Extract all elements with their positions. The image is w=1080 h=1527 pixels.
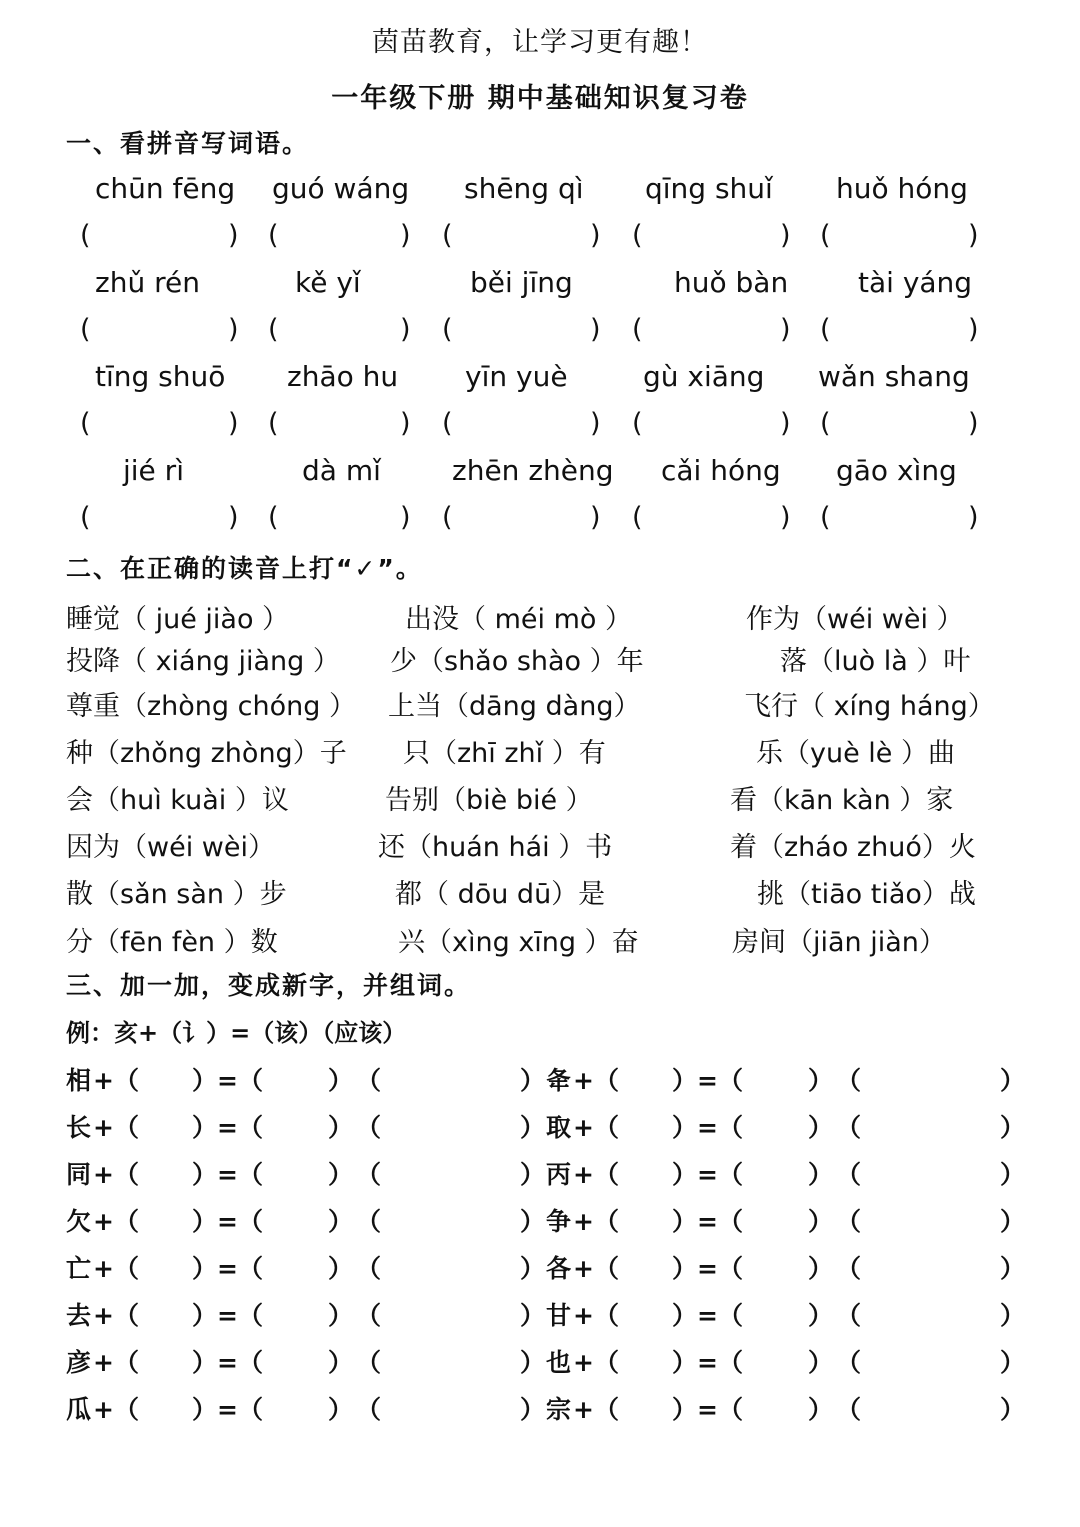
paren-close: ） <box>808 1301 834 1330</box>
pinyin-word: huǒ bàn <box>674 266 789 299</box>
answer-open-paren[interactable]: ( <box>268 408 279 439</box>
equals-open: ）=（ <box>192 1207 263 1236</box>
answer-open-paren[interactable]: ( <box>820 502 831 533</box>
answer-close-paren: ) <box>780 502 791 533</box>
paren-open: （ <box>356 1066 382 1095</box>
paren-close: ） <box>808 1395 834 1424</box>
pinyin-word: cǎi hóng <box>661 454 781 487</box>
paren-close: ） <box>328 1395 354 1424</box>
paren-close: ） <box>808 1348 834 1377</box>
base-character: 各 <box>546 1254 572 1283</box>
paren-open: （ <box>836 1301 862 1330</box>
answer-close-paren: ) <box>590 502 601 533</box>
page-title: 一年级下册 期中基础知识复习卷 <box>331 83 749 114</box>
brand-tagline: 茵苗教育，让学习更有趣！ <box>372 27 708 58</box>
pinyin-word: zhēn zhèng <box>452 454 614 487</box>
answer-close-paren: ) <box>590 220 601 251</box>
pronunciation-item[interactable]: 都（ dōu dū）是 <box>395 879 606 910</box>
base-character: 瓜 <box>66 1395 92 1424</box>
paren-close: ） <box>1000 1254 1026 1283</box>
paren-open: （ <box>836 1395 862 1424</box>
paren-open: （ <box>836 1207 862 1236</box>
pinyin-word: guó wáng <box>272 172 410 205</box>
base-character: 亡 <box>66 1254 92 1283</box>
paren-open: （ <box>356 1160 382 1189</box>
equals-open: ）=（ <box>672 1113 743 1142</box>
equals-open: ）=（ <box>192 1301 263 1330</box>
answer-close-paren: ) <box>780 220 791 251</box>
equals-open: ）=（ <box>672 1254 743 1283</box>
paren-open: （ <box>356 1301 382 1330</box>
pronunciation-item[interactable]: 只（zhī zhǐ ）有 <box>403 738 606 769</box>
answer-open-paren[interactable]: ( <box>820 314 831 345</box>
answer-open-paren[interactable]: ( <box>632 502 643 533</box>
paren-close: ） <box>808 1207 834 1236</box>
pronunciation-item[interactable]: 房间（jiān jiàn） <box>732 927 946 958</box>
paren-close: ） <box>1000 1207 1026 1236</box>
pronunciation-item[interactable]: 告别（biè bié ） <box>385 785 593 816</box>
base-character: 宗 <box>546 1395 572 1424</box>
paren-close: ） <box>328 1113 354 1142</box>
answer-close-paren: ) <box>968 314 979 345</box>
pinyin-word: gù xiāng <box>643 360 765 393</box>
paren-close: ） <box>808 1160 834 1189</box>
paren-close: ） <box>520 1348 546 1377</box>
base-character: 争 <box>546 1207 572 1236</box>
plus-open: +（ <box>573 1395 619 1424</box>
plus-open: +（ <box>573 1254 619 1283</box>
paren-open: （ <box>836 1160 862 1189</box>
pronunciation-item[interactable]: 挑（tiāo tiǎo）战 <box>757 879 976 910</box>
pronunciation-item[interactable]: 投降（ xiáng jiàng ） <box>66 646 340 677</box>
pronunciation-item[interactable]: 出没（ méi mò ） <box>405 604 632 635</box>
pronunciation-item[interactable]: 尊重（zhòng chóng ） <box>66 691 356 722</box>
plus-open: +（ <box>573 1113 619 1142</box>
paren-close: ） <box>1000 1160 1026 1189</box>
pronunciation-item[interactable]: 落（luò là ）叶 <box>780 646 971 677</box>
equals-open: ）=（ <box>192 1395 263 1424</box>
equals-open: ）=（ <box>192 1066 263 1095</box>
answer-close-paren: ) <box>780 314 791 345</box>
pronunciation-item[interactable]: 会（huì kuài ）议 <box>66 785 289 816</box>
answer-open-paren[interactable]: ( <box>632 314 643 345</box>
plus-open: +（ <box>93 1348 139 1377</box>
pinyin-word: tài yáng <box>858 266 973 299</box>
answer-open-paren[interactable]: ( <box>80 314 91 345</box>
paren-close: ） <box>520 1207 546 1236</box>
paren-close: ） <box>808 1113 834 1142</box>
answer-open-paren[interactable]: ( <box>442 314 453 345</box>
base-character: 同 <box>66 1160 92 1189</box>
answer-close-paren: ) <box>590 314 601 345</box>
paren-close: ） <box>328 1207 354 1236</box>
base-character: 甘 <box>546 1301 572 1330</box>
pronunciation-item[interactable]: 种（zhǒng zhòng）子 <box>66 738 347 769</box>
plus-open: +（ <box>93 1301 139 1330</box>
paren-close: ） <box>1000 1113 1026 1142</box>
equals-open: ）=（ <box>192 1160 263 1189</box>
paren-open: （ <box>356 1395 382 1424</box>
example-line: 例：亥+（讠）=（该）（应该） <box>66 1019 407 1047</box>
section2-heading: 二、在正确的读音上打“✓”。 <box>66 554 423 583</box>
paren-open: （ <box>356 1207 382 1236</box>
paren-close: ） <box>1000 1348 1026 1377</box>
plus-open: +（ <box>573 1348 619 1377</box>
paren-close: ） <box>520 1301 546 1330</box>
pronunciation-item[interactable]: 睡觉（ jué jiào ） <box>66 604 290 635</box>
plus-open: +（ <box>573 1066 619 1095</box>
paren-close: ） <box>1000 1066 1026 1095</box>
paren-close: ） <box>328 1066 354 1095</box>
pronunciation-item[interactable]: 散（sǎn sàn ）步 <box>66 879 287 910</box>
base-character: 丙 <box>546 1160 572 1189</box>
pinyin-word: zhǔ rén <box>95 266 200 299</box>
paren-close: ） <box>1000 1395 1026 1424</box>
paren-close: ） <box>520 1254 546 1283</box>
answer-open-paren[interactable]: ( <box>442 502 453 533</box>
answer-close-paren: ) <box>400 502 411 533</box>
paren-close: ） <box>328 1301 354 1330</box>
pinyin-word: dà mǐ <box>302 454 381 487</box>
base-character: 欠 <box>66 1207 92 1236</box>
pronunciation-item[interactable]: 上当（dāng dàng） <box>388 691 641 722</box>
equals-open: ）=（ <box>672 1160 743 1189</box>
pinyin-word: jié rì <box>123 454 184 487</box>
pronunciation-item[interactable]: 分（fēn fèn ）数 <box>66 927 278 958</box>
paren-open: （ <box>836 1348 862 1377</box>
paren-close: ） <box>520 1066 546 1095</box>
pinyin-word: yīn yuè <box>465 360 568 393</box>
paren-open: （ <box>356 1348 382 1377</box>
pinyin-word: qīng shuǐ <box>645 172 773 205</box>
plus-open: +（ <box>93 1207 139 1236</box>
paren-open: （ <box>836 1254 862 1283</box>
pronunciation-item[interactable]: 看（kān kàn ）家 <box>730 785 954 816</box>
answer-open-paren[interactable]: ( <box>820 408 831 439</box>
pinyin-word: shēng qì <box>464 172 584 205</box>
answer-close-paren: ) <box>400 408 411 439</box>
plus-open: +（ <box>93 1395 139 1424</box>
pronunciation-item[interactable]: 乐（yuè lè ）曲 <box>756 738 955 769</box>
pronunciation-item[interactable]: 还（huán hái ）书 <box>378 832 613 863</box>
base-character: 彦 <box>66 1348 92 1377</box>
pronunciation-item[interactable]: 着（zháo zhuó）火 <box>730 832 976 863</box>
plus-open: +（ <box>573 1160 619 1189</box>
equals-open: ）=（ <box>192 1254 263 1283</box>
pronunciation-item[interactable]: 飞行（ xíng háng） <box>744 691 995 722</box>
paren-close: ） <box>328 1348 354 1377</box>
answer-open-paren[interactable]: ( <box>442 408 453 439</box>
answer-open-paren[interactable]: ( <box>442 220 453 251</box>
paren-open: （ <box>356 1113 382 1142</box>
paren-close: ） <box>808 1254 834 1283</box>
pinyin-word: chūn fēng <box>95 172 236 205</box>
base-character: 也 <box>546 1348 572 1377</box>
plus-open: +（ <box>573 1207 619 1236</box>
pronunciation-item[interactable]: 兴（xìng xīng ）奋 <box>398 927 639 958</box>
equals-open: ）=（ <box>672 1348 743 1377</box>
section3-heading: 三、加一加，变成新字，并组词。 <box>66 971 472 1000</box>
answer-open-paren[interactable]: ( <box>820 220 831 251</box>
pinyin-word: gāo xìng <box>836 454 957 487</box>
base-character: 去 <box>66 1301 92 1330</box>
equals-open: ）=（ <box>192 1113 263 1142</box>
answer-open-paren[interactable]: ( <box>80 408 91 439</box>
plus-open: +（ <box>93 1254 139 1283</box>
plus-open: +（ <box>93 1113 139 1142</box>
answer-open-paren[interactable]: ( <box>632 408 643 439</box>
base-character: 夅 <box>546 1066 572 1095</box>
answer-open-paren[interactable]: ( <box>632 220 643 251</box>
answer-close-paren: ) <box>400 314 411 345</box>
equals-open: ）=（ <box>192 1348 263 1377</box>
pinyin-word: huǒ hóng <box>836 172 968 205</box>
answer-close-paren: ) <box>968 220 979 251</box>
answer-open-paren[interactable]: ( <box>80 502 91 533</box>
pinyin-word: wǎn shang <box>818 360 970 393</box>
paren-open: （ <box>356 1254 382 1283</box>
pronunciation-item[interactable]: 因为（wéi wèi） <box>66 832 275 863</box>
paren-open: （ <box>836 1113 862 1142</box>
plus-open: +（ <box>573 1301 619 1330</box>
paren-close: ） <box>328 1160 354 1189</box>
answer-close-paren: ) <box>228 502 239 533</box>
section1-heading: 一、看拼音写词语。 <box>66 129 310 158</box>
equals-open: ）=（ <box>672 1066 743 1095</box>
answer-close-paren: ) <box>968 408 979 439</box>
base-character: 相 <box>66 1066 92 1095</box>
pronunciation-item[interactable]: 少（shǎo shào ）年 <box>390 646 644 677</box>
base-character: 长 <box>66 1113 92 1142</box>
answer-close-paren: ) <box>590 408 601 439</box>
pronunciation-item[interactable]: 作为（wéi wèi ） <box>746 604 964 635</box>
answer-open-paren[interactable]: ( <box>80 220 91 251</box>
pinyin-word: kě yǐ <box>295 266 361 299</box>
answer-open-paren[interactable]: ( <box>268 502 279 533</box>
plus-open: +（ <box>93 1066 139 1095</box>
plus-open: +（ <box>93 1160 139 1189</box>
answer-open-paren[interactable]: ( <box>268 220 279 251</box>
answer-close-paren: ) <box>400 220 411 251</box>
paren-close: ） <box>1000 1301 1026 1330</box>
equals-open: ）=（ <box>672 1301 743 1330</box>
answer-close-paren: ) <box>228 408 239 439</box>
answer-close-paren: ) <box>228 220 239 251</box>
base-character: 取 <box>546 1113 572 1142</box>
answer-close-paren: ) <box>228 314 239 345</box>
paren-close: ） <box>808 1066 834 1095</box>
pinyin-word: zhāo hu <box>287 360 399 393</box>
answer-close-paren: ) <box>780 408 791 439</box>
paren-open: （ <box>836 1066 862 1095</box>
equals-open: ）=（ <box>672 1395 743 1424</box>
pinyin-word: běi jīng <box>470 266 573 299</box>
equals-open: ）=（ <box>672 1207 743 1236</box>
paren-close: ） <box>520 1113 546 1142</box>
paren-close: ） <box>520 1395 546 1424</box>
answer-open-paren[interactable]: ( <box>268 314 279 345</box>
answer-close-paren: ) <box>968 502 979 533</box>
pinyin-word: tīng shuō <box>95 360 226 393</box>
paren-close: ） <box>328 1254 354 1283</box>
paren-close: ） <box>520 1160 546 1189</box>
